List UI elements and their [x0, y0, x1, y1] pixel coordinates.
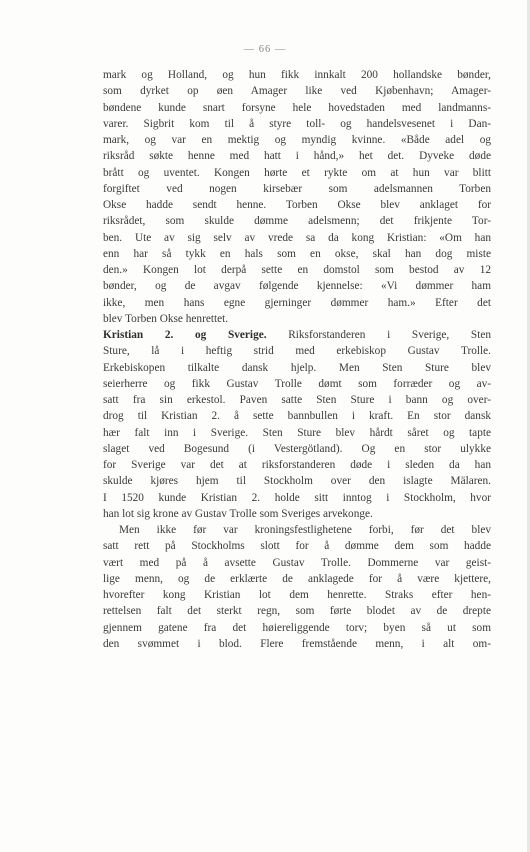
text-line: [103, 181, 491, 197]
line-text: gjennem gatene fra det høiereliggende torv; byen så ut som: [103, 621, 491, 634]
text-line: [103, 538, 491, 554]
line-text: rettelsen falt det sterkt regn, som førte blodet av de drepte: [103, 605, 491, 618]
body-text: [103, 67, 491, 652]
text-line: [103, 376, 491, 392]
line-text: riksrådet, som skulde dømme adelsmenn; det frikjente Tor-: [103, 215, 491, 228]
text-line: [103, 148, 491, 164]
page-number: — 66 —: [243, 44, 287, 55]
text-line: [103, 473, 491, 489]
line-text: satt fra sin erkestol. Paven satte Sten Sture i bann og over-: [103, 394, 491, 406]
text-line: [103, 587, 491, 603]
line-text: riksråd søkte henne med hatt i hånd,» het det. Dyveke døde: [103, 150, 491, 163]
text-line: [103, 555, 491, 571]
text-line: [103, 262, 491, 278]
section-heading: Kristian 2. og Sverige.: [103, 329, 267, 341]
text-line: [103, 327, 491, 343]
text-line: [103, 213, 491, 229]
text-line: [103, 636, 491, 652]
line-text: seierherre og fikk Gustav Trolle dømt som forræder og av-: [103, 377, 491, 390]
line-text: I 1520 kunde Kristian 2. holde sitt inntog i Stockholm, hvor: [103, 491, 491, 504]
text-line: [103, 132, 491, 148]
line-text: mark, og var en mektig og myndig kvinne. «Både adel og: [103, 134, 491, 146]
text-line: [103, 392, 491, 408]
text-line: [103, 408, 491, 424]
line-text: drog til Kristian 2. å sette bannbullen i kraft. En stor dansk: [103, 410, 491, 423]
line-text: ben. Ute av sig selv av vrede sa da kong Kristian: «Om han: [103, 231, 491, 244]
line-text: lige menn, og de erklærte de anklagede for å være kjettere,: [103, 572, 491, 585]
line-text: vært med på å avsette Gustav Trolle. Dommerne var geist-: [103, 556, 491, 569]
line-text: skulde kjøres hjem til Stockholm over den islagte Mälaren.: [103, 475, 491, 488]
text-line: [103, 522, 491, 538]
line-text: ikke, men hans egne gjerninger dømmer ham.» Efter det: [103, 296, 491, 309]
line-text: satt rett på Stockholms slott for å dømme dem som hadde: [103, 540, 491, 553]
line-text: varer. Sigbrit kom til å styre toll- og handelsvesenet i Dan-: [103, 117, 491, 130]
line-text: Sture, lå i heftig strid med erkebiskop Gustav Trolle.: [103, 345, 491, 358]
text-line: [103, 197, 491, 213]
line-text: som dyrket op øen Amager like ved Kjøbenhavn; Amager-: [103, 85, 491, 98]
text-line: [103, 278, 491, 294]
text-line: [103, 311, 491, 327]
text-line: [103, 425, 491, 441]
line-text: Okse hadde sendt henne. Torben Okse blev anklaget for: [103, 199, 491, 211]
line-text: Riksforstanderen i Sverige, Sten: [266, 329, 492, 341]
line-text: hær falt inn i Sverige. Sten Sture blev hårdt såret og tapte: [103, 426, 491, 439]
line-text: brått og uventet. Kongen hørte et rykte om at hun var blitt: [103, 166, 491, 179]
line-text: den.» Kongen lot derpå sette en domstol som bestod av 12: [103, 264, 491, 276]
line-text: hvorefter kong Kristian lot dem henrette. Straks efter hen-: [103, 589, 491, 601]
line-text: blev Torben Okse henrettet.: [103, 312, 229, 325]
text-line: [103, 165, 491, 181]
text-line: [103, 457, 491, 473]
text-line: [103, 360, 491, 376]
text-line: [103, 343, 491, 359]
line-text: slaget ved Bogesund (i Vestergötland). Og en stor ulykke: [103, 442, 491, 455]
text-line: [103, 295, 491, 311]
line-text: den svømmet i blod. Flere fremstående menn, i alt om-: [103, 637, 491, 650]
line-text: bøndene kunde snart forsyne hele hovedstaden med landmanns-: [103, 101, 491, 114]
line-text: forgiftet ved nogen kirsebær som adelsmannen Torben: [103, 182, 491, 195]
text-line: [103, 603, 491, 619]
line-text: Men ikke før var kroningsfestlighetene forbi, før det blev: [119, 524, 491, 536]
text-line: [103, 506, 491, 522]
line-text: Erkebiskopen tilkalte dansk hjelp. Men Sten Sture blev: [103, 361, 491, 374]
text-line: [103, 100, 491, 116]
text-line: [103, 116, 491, 132]
line-text: han lot sig krone av Gustav Trolle som Sveriges arvekonge.: [103, 507, 373, 520]
text-line: [103, 571, 491, 587]
text-line: [103, 83, 491, 99]
text-line: [103, 620, 491, 636]
text-line: [103, 441, 491, 457]
line-text: mark og Holland, og hun fikk innkalt 200 hollandske bønder,: [103, 69, 491, 81]
line-text: enn har så tykk en hals som en okse, skal han dog miste: [103, 247, 491, 260]
text-line: [103, 67, 491, 83]
text-line: [103, 246, 491, 262]
text-line: [103, 490, 491, 506]
text-line: [103, 230, 491, 246]
line-text: for Sverige var det at riksforstanderen døde i sleden da han: [103, 459, 491, 471]
line-text: bønder, og de avgav følgende kjennelse: «Vi dømmer ham: [103, 280, 491, 293]
